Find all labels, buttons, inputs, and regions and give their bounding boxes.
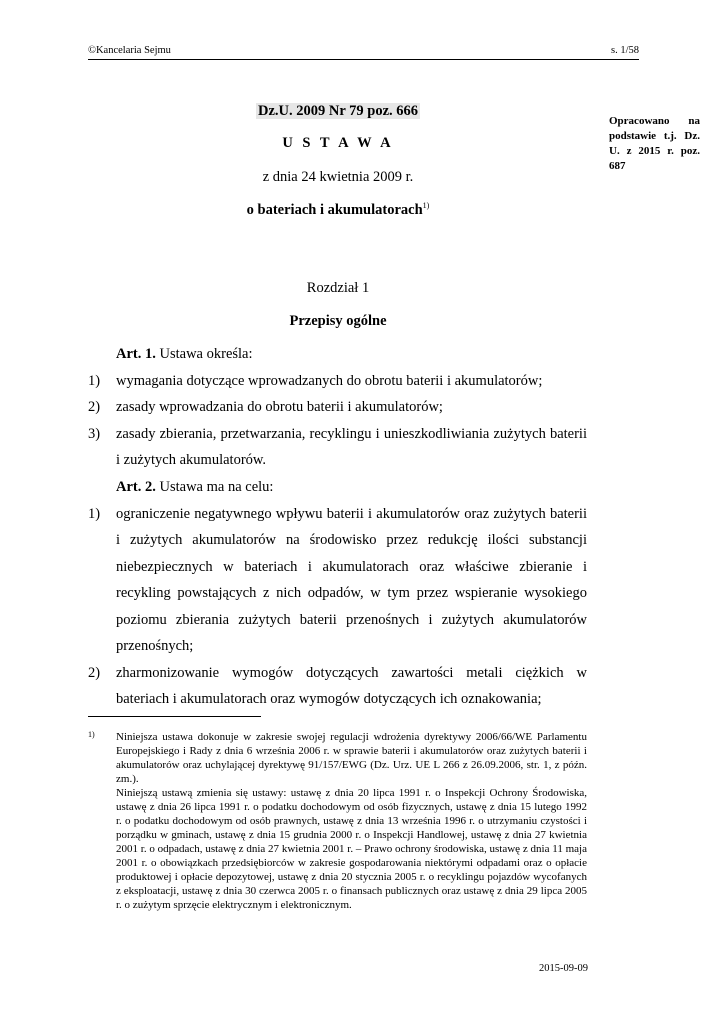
act-type: U S T A W A [282,135,394,151]
act-date: z dnia 24 kwietnia 2009 r. [262,169,414,185]
list-item-text: ograniczenie negatywnego wpływu baterii i akumulatorów oraz zużytych baterii i zużytych akumulatorów na środowisko przez redukcję ilości substancji niebezpiecznych w bateriach i akumulatorach oraz właściwe zbieranie i recykling powstających z nich odpadów, w tym przez wspieranie wysokiego poziomu zbierania zużytych baterii przenośnych i zużytych akumulatorów przenośnych; [116,505,587,654]
list-item-number: 1) [88,372,101,389]
list-item-text: zharmonizowanie wymogów dotyczących zawartości metali ciężkich w bateriach i akumulatorach oraz wymogów dotyczących ich oznakowania; [116,664,587,707]
article-2-label: Art. 2. [116,479,156,495]
list-item-text: wymagania dotyczące wprowadzanych do obrotu baterii i akumulatorów; [116,372,543,389]
footnote [88,730,587,912]
footnote-mark: 1) [88,730,95,739]
list-item [88,660,587,713]
side-note: Opracowano na podstawie t.j. Dz. U. z 2015 r. poz. 687 [609,115,700,172]
footnote-body [116,730,587,912]
header-publisher: ©Kancelaria Sejmu [88,45,171,56]
article-1 [88,341,587,474]
footnote-reference: 1) [422,201,430,210]
footnote-divider [88,716,261,717]
article-2-heading [88,474,587,501]
article-2-intro: Ustawa ma na celu: [155,479,274,495]
act-subject-text: o bateriach i akumulatorach [246,202,423,218]
journal-reference-text: Dz.U. 2009 Nr 79 poz. 666 [257,103,419,119]
list-item [88,368,587,395]
page-number: s. 1/58 [610,45,639,56]
list-item-text: zasady zbierania, przetwarzania, recyklingu i unieszkodliwiania zużytych baterii i zużytych akumulatorów. [116,425,587,468]
article-1-intro: Ustawa określa: [155,346,253,362]
header-divider [88,59,639,60]
article-1-label: Art. 1. [116,346,156,362]
list-item-number: 3) [88,425,101,442]
list-item [88,501,587,660]
footer-date: 2015-09-09 [539,963,588,974]
footnote-paragraph: Niniejsza ustawa dokonuje w zakresie swojej regulacji wdrożenia dyrektywy 2006/66/WE Parlamentu Europejskiego i Rady z dnia 6 września 2006 r. w sprawie baterii i akumulatorów oraz zużytych baterii i akumulatorów oraz uchylającej dyrektywę 91/157/EWG (Dz. Urz. UE L 266 z 26.09.2006, str. 1, z późn. zm.). [116,731,587,785]
chapter-title: Przepisy ogólne [289,313,387,329]
list-item [88,394,587,421]
list-item-text: zasady wprowadzania do obrotu baterii i akumulatorów; [116,399,443,415]
act-subject [88,201,588,219]
journal-reference [88,103,588,120]
footnote-paragraph: Niniejszą ustawą zmienia się ustawy: ustawę z dnia 20 lipca 1991 r. o Inspekcji Ochrony Środowiska, ustawę z dnia 26 lipca 1991 r. o podatku dochodowym od osób fizycznych, ustawę z dnia 15 lutego 1992 r. o podatku dochodowym od osób prawnych, ustawę z dnia 13 września 1996 r. o utrzymaniu czystości i porządku w gminach, ustawę z dnia 15 grudnia 2000 r. o Inspekcji Handlowej, ustawę z dnia 27 kwietnia 2001 r. o odpadach, ustawę z dnia 27 kwietnia 2001 r. – Prawo ochrony środowiska, ustawę z dnia 11 maja 2001 r. o obowiązkach przedsiębiorców w zakresie gospodarowania niektórymi odpadami oraz o opłacie produktowej i opłacie depozytowej, ustawę z dnia 20 stycznia 2005 r. o recyklingu pojazdów wycofanych z eksploatacji, ustawę z dnia 30 czerwca 2005 r. o finansach publicznych oraz ustawę z dnia 29 lipca 2005 r. o zużytym sprzęcie elektrycznym i elektronicznym. [116,787,587,911]
article-1-heading [88,341,587,368]
chapter-number: Rozdział 1 [306,280,370,296]
list-item-number: 1) [88,505,101,522]
list-item-number: 2) [88,399,101,415]
article-2 [88,474,587,713]
list-item-number: 2) [88,664,101,681]
list-item [88,421,587,474]
